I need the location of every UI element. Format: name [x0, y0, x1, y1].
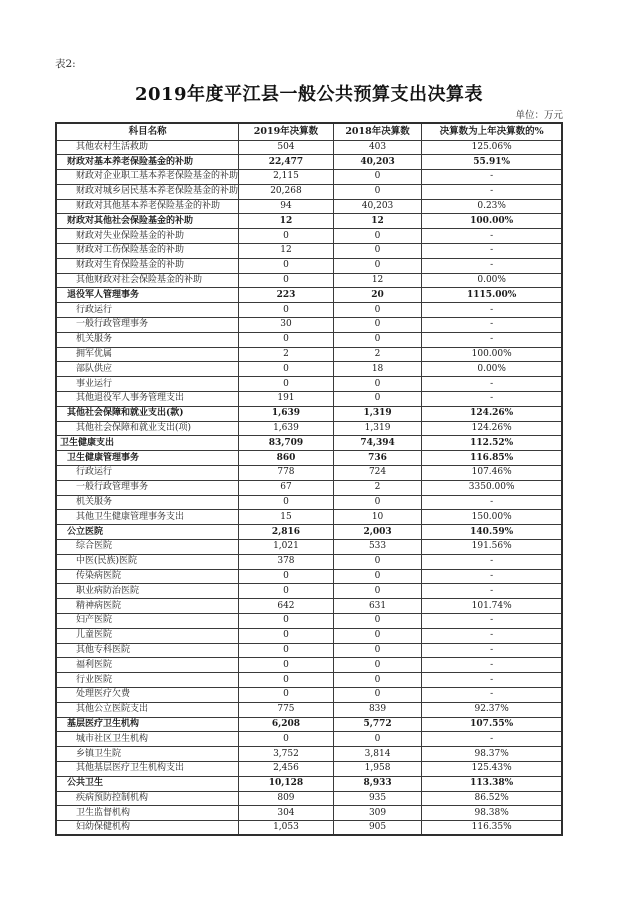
value-2018-cell: 631: [333, 599, 422, 614]
table-row: [56, 569, 562, 584]
value-2019-cell: 2,456: [239, 761, 334, 776]
value-2018-cell: 0: [333, 495, 422, 510]
subject-name-cell: 机关服务: [56, 495, 239, 510]
value-2019-cell: 6,208: [239, 717, 334, 732]
budget-table: [55, 122, 563, 836]
value-2019-cell: 2,816: [239, 525, 334, 540]
value-2019-cell: 809: [239, 791, 334, 806]
value-2019-cell: 0: [239, 628, 334, 643]
pct-of-prior-year-cell: 116.35%: [422, 821, 562, 836]
value-2018-cell: 935: [333, 791, 422, 806]
value-2018-cell: 0: [333, 170, 422, 185]
value-2018-cell: 0: [333, 614, 422, 629]
col-header-subject-name: 科目名称: [56, 123, 239, 140]
pct-of-prior-year-cell: -: [422, 628, 562, 643]
pct-of-prior-year-cell: -: [422, 569, 562, 584]
subject-name-cell: 其他公立医院支出: [56, 702, 239, 717]
pct-of-prior-year-cell: 125.43%: [422, 761, 562, 776]
value-2018-cell: 0: [333, 229, 422, 244]
value-2018-cell: 0: [333, 628, 422, 643]
subject-name-cell: 公共卫生: [56, 776, 239, 791]
value-2019-cell: 0: [239, 273, 334, 288]
value-2019-cell: 0: [239, 377, 334, 392]
value-2019-cell: 1,021: [239, 540, 334, 555]
table-row: [56, 806, 562, 821]
subject-name-cell: 中医(民族)医院: [56, 554, 239, 569]
value-2019-cell: 0: [239, 687, 334, 702]
pct-of-prior-year-cell: 124.26%: [422, 421, 562, 436]
subject-name-cell: 财政对基本养老保险基金的补助: [56, 155, 239, 170]
subject-name-cell: 财政对工伤保险基金的补助: [56, 244, 239, 259]
table-body: [56, 140, 562, 835]
value-2018-cell: 0: [333, 303, 422, 318]
pct-of-prior-year-cell: -: [422, 258, 562, 273]
value-2019-cell: 3,752: [239, 747, 334, 762]
value-2018-cell: 0: [333, 569, 422, 584]
subject-name-cell: 退役军人管理事务: [56, 288, 239, 303]
value-2019-cell: 304: [239, 806, 334, 821]
subject-name-cell: 财政对城乡居民基本养老保险基金的补助: [56, 184, 239, 199]
value-2019-cell: 0: [239, 495, 334, 510]
value-2018-cell: 905: [333, 821, 422, 836]
subject-name-cell: 财政对其他基本养老保险基金的补助: [56, 199, 239, 214]
value-2019-cell: 0: [239, 229, 334, 244]
col-header-2018-final: 2018年决算数: [333, 123, 422, 140]
col-header-pct-of-prior-year: 决算数为上年决算数的%: [422, 123, 562, 140]
pct-of-prior-year-cell: 116.85%: [422, 451, 562, 466]
subject-name-cell: 公立医院: [56, 525, 239, 540]
value-2019-cell: 12: [239, 214, 334, 229]
value-2018-cell: 0: [333, 643, 422, 658]
pct-of-prior-year-cell: -: [422, 643, 562, 658]
table-row: [56, 288, 562, 303]
pct-of-prior-year-cell: -: [422, 318, 562, 333]
table-row: [56, 614, 562, 629]
value-2018-cell: 0: [333, 732, 422, 747]
pct-of-prior-year-cell: -: [422, 170, 562, 185]
value-2019-cell: 20,268: [239, 184, 334, 199]
table-row: [56, 525, 562, 540]
value-2018-cell: 2,003: [333, 525, 422, 540]
value-2019-cell: 0: [239, 658, 334, 673]
table-row: [56, 495, 562, 510]
table-row: [56, 466, 562, 481]
subject-name-cell: 其他卫生健康管理事务支出: [56, 510, 239, 525]
subject-name-cell: 行政运行: [56, 303, 239, 318]
pct-of-prior-year-cell: 0.00%: [422, 362, 562, 377]
value-2019-cell: 378: [239, 554, 334, 569]
table-row: [56, 199, 562, 214]
value-2018-cell: 3,814: [333, 747, 422, 762]
value-2018-cell: 0: [333, 687, 422, 702]
table-row: [56, 421, 562, 436]
pct-of-prior-year-cell: 92.37%: [422, 702, 562, 717]
pct-of-prior-year-cell: 101.74%: [422, 599, 562, 614]
subject-name-cell: 其他农村生活救助: [56, 140, 239, 155]
pct-of-prior-year-cell: 124.26%: [422, 406, 562, 421]
value-2018-cell: 0: [333, 332, 422, 347]
value-2018-cell: 18: [333, 362, 422, 377]
value-2018-cell: 533: [333, 540, 422, 555]
table-row: [56, 170, 562, 185]
value-2019-cell: 504: [239, 140, 334, 155]
subject-name-cell: 机关服务: [56, 332, 239, 347]
value-2018-cell: 0: [333, 392, 422, 407]
subject-name-cell: 乡镇卫生院: [56, 747, 239, 762]
table-row: [56, 761, 562, 776]
table-row: [56, 673, 562, 688]
table-row: [56, 244, 562, 259]
table-row: [56, 184, 562, 199]
subject-name-cell: 精神病医院: [56, 599, 239, 614]
subject-name-cell: 儿童医院: [56, 628, 239, 643]
unit-note: 单位：万元: [515, 110, 563, 121]
subject-name-cell: 财政对企业职工基本养老保险基金的补助: [56, 170, 239, 185]
value-2019-cell: 15: [239, 510, 334, 525]
value-2019-cell: 778: [239, 466, 334, 481]
subject-name-cell: 妇产医院: [56, 614, 239, 629]
pct-of-prior-year-cell: -: [422, 554, 562, 569]
value-2019-cell: 22,477: [239, 155, 334, 170]
table-row: [56, 258, 562, 273]
table-row: [56, 658, 562, 673]
pct-of-prior-year-cell: -: [422, 732, 562, 747]
pct-of-prior-year-cell: 0.23%: [422, 199, 562, 214]
pct-of-prior-year-cell: -: [422, 392, 562, 407]
pct-of-prior-year-cell: 107.55%: [422, 717, 562, 732]
table-row: [56, 702, 562, 717]
value-2018-cell: 736: [333, 451, 422, 466]
value-2018-cell: 309: [333, 806, 422, 821]
table-row: [56, 332, 562, 347]
pct-of-prior-year-cell: -: [422, 495, 562, 510]
table-row: [56, 732, 562, 747]
value-2019-cell: 0: [239, 732, 334, 747]
value-2018-cell: 8,933: [333, 776, 422, 791]
table-row: [56, 540, 562, 555]
value-2018-cell: 74,394: [333, 436, 422, 451]
pct-of-prior-year-cell: 191.56%: [422, 540, 562, 555]
value-2019-cell: 83,709: [239, 436, 334, 451]
value-2018-cell: 724: [333, 466, 422, 481]
value-2018-cell: 40,203: [333, 155, 422, 170]
pct-of-prior-year-cell: -: [422, 332, 562, 347]
value-2019-cell: 0: [239, 643, 334, 658]
subject-name-cell: 拥军优属: [56, 347, 239, 362]
subject-name-cell: 其他财政对社会保险基金的补助: [56, 273, 239, 288]
value-2018-cell: 0: [333, 184, 422, 199]
subject-name-cell: 其他社会保障和就业支出(款): [56, 406, 239, 421]
subject-name-cell: 财政对失业保险基金的补助: [56, 229, 239, 244]
table-row: [56, 436, 562, 451]
pct-of-prior-year-cell: -: [422, 244, 562, 259]
table-row: [56, 480, 562, 495]
subject-name-cell: 事业运行: [56, 377, 239, 392]
subject-name-cell: 综合医院: [56, 540, 239, 555]
table-row: [56, 347, 562, 362]
table-row: [56, 791, 562, 806]
value-2018-cell: 12: [333, 273, 422, 288]
value-2018-cell: 2: [333, 480, 422, 495]
value-2018-cell: 0: [333, 658, 422, 673]
value-2019-cell: 0: [239, 303, 334, 318]
value-2019-cell: 2,115: [239, 170, 334, 185]
value-2018-cell: 1,958: [333, 761, 422, 776]
value-2018-cell: 10: [333, 510, 422, 525]
pct-of-prior-year-cell: 107.46%: [422, 466, 562, 481]
pct-of-prior-year-cell: -: [422, 229, 562, 244]
pct-of-prior-year-cell: 98.38%: [422, 806, 562, 821]
value-2019-cell: 775: [239, 702, 334, 717]
value-2019-cell: 860: [239, 451, 334, 466]
pct-of-prior-year-cell: -: [422, 687, 562, 702]
value-2018-cell: 0: [333, 377, 422, 392]
subject-name-cell: 卫生监督机构: [56, 806, 239, 821]
pct-of-prior-year-cell: 86.52%: [422, 791, 562, 806]
value-2019-cell: 12: [239, 244, 334, 259]
subject-name-cell: 妇幼保健机构: [56, 821, 239, 836]
table-row: [56, 229, 562, 244]
value-2018-cell: 2: [333, 347, 422, 362]
col-header-2019-final: 2019年决算数: [239, 123, 334, 140]
subject-name-cell: 财政对生育保险基金的补助: [56, 258, 239, 273]
value-2019-cell: 191: [239, 392, 334, 407]
pct-of-prior-year-cell: 55.91%: [422, 155, 562, 170]
value-2019-cell: 0: [239, 673, 334, 688]
subject-name-cell: 传染病医院: [56, 569, 239, 584]
pct-of-prior-year-cell: -: [422, 658, 562, 673]
value-2019-cell: 94: [239, 199, 334, 214]
pct-of-prior-year-cell: 140.59%: [422, 525, 562, 540]
table-row: [56, 451, 562, 466]
table-row: [56, 687, 562, 702]
pct-of-prior-year-cell: 98.37%: [422, 747, 562, 762]
value-2019-cell: 0: [239, 614, 334, 629]
subject-name-cell: 行政运行: [56, 466, 239, 481]
value-2019-cell: 1,053: [239, 821, 334, 836]
value-2018-cell: 0: [333, 584, 422, 599]
table-row: [56, 362, 562, 377]
pct-of-prior-year-cell: 3350.00%: [422, 480, 562, 495]
subject-name-cell: 职业病防治医院: [56, 584, 239, 599]
value-2018-cell: 0: [333, 318, 422, 333]
value-2018-cell: 1,319: [333, 421, 422, 436]
pct-of-prior-year-cell: -: [422, 614, 562, 629]
table-row: [56, 392, 562, 407]
table-header-row: [56, 123, 562, 140]
pct-of-prior-year-cell: -: [422, 303, 562, 318]
subject-name-cell: 行业医院: [56, 673, 239, 688]
subject-name-cell: 部队供应: [56, 362, 239, 377]
subject-name-cell: 城市社区卫生机构: [56, 732, 239, 747]
table-row: [56, 628, 562, 643]
subject-name-cell: 卫生健康支出: [56, 436, 239, 451]
subject-name-cell: 其他退役军人事务管理支出: [56, 392, 239, 407]
table-row: [56, 599, 562, 614]
value-2018-cell: 12: [333, 214, 422, 229]
subject-name-cell: 其他专科医院: [56, 643, 239, 658]
value-2018-cell: 0: [333, 554, 422, 569]
pct-of-prior-year-cell: -: [422, 184, 562, 199]
value-2019-cell: 0: [239, 258, 334, 273]
subject-name-cell: 基层医疗卫生机构: [56, 717, 239, 732]
value-2019-cell: 1,639: [239, 421, 334, 436]
subject-name-cell: 一般行政管理事务: [56, 480, 239, 495]
value-2018-cell: 403: [333, 140, 422, 155]
pct-of-prior-year-cell: 150.00%: [422, 510, 562, 525]
value-2019-cell: 0: [239, 569, 334, 584]
value-2019-cell: 642: [239, 599, 334, 614]
pct-of-prior-year-cell: 112.52%: [422, 436, 562, 451]
subject-name-cell: 疾病预防控制机构: [56, 791, 239, 806]
pct-of-prior-year-cell: 113.38%: [422, 776, 562, 791]
value-2018-cell: 40,203: [333, 199, 422, 214]
table-row: [56, 155, 562, 170]
value-2018-cell: 0: [333, 673, 422, 688]
value-2019-cell: 0: [239, 584, 334, 599]
value-2018-cell: 5,772: [333, 717, 422, 732]
value-2018-cell: 0: [333, 244, 422, 259]
value-2019-cell: 10,128: [239, 776, 334, 791]
table-row: [56, 140, 562, 155]
table-row: [56, 273, 562, 288]
value-2019-cell: 1,639: [239, 406, 334, 421]
pct-of-prior-year-cell: -: [422, 584, 562, 599]
pct-of-prior-year-cell: -: [422, 377, 562, 392]
table-row: [56, 377, 562, 392]
table-row: [56, 510, 562, 525]
pct-of-prior-year-cell: 100.00%: [422, 347, 562, 362]
table-row: [56, 318, 562, 333]
value-2018-cell: 839: [333, 702, 422, 717]
pct-of-prior-year-cell: 125.06%: [422, 140, 562, 155]
subject-name-cell: 其他社会保障和就业支出(项): [56, 421, 239, 436]
pct-of-prior-year-cell: 1115.00%: [422, 288, 562, 303]
table-row: [56, 214, 562, 229]
table-row: [56, 643, 562, 658]
value-2019-cell: 0: [239, 332, 334, 347]
table-row: [56, 303, 562, 318]
table-row: [56, 584, 562, 599]
table-row: [56, 717, 562, 732]
table-row: [56, 554, 562, 569]
pct-of-prior-year-cell: 100.00%: [422, 214, 562, 229]
value-2019-cell: 2: [239, 347, 334, 362]
subject-name-cell: 一般行政管理事务: [56, 318, 239, 333]
table-row: [56, 776, 562, 791]
value-2019-cell: 30: [239, 318, 334, 333]
pct-of-prior-year-cell: 0.00%: [422, 273, 562, 288]
pct-of-prior-year-cell: -: [422, 673, 562, 688]
table-row: [56, 406, 562, 421]
table-row: [56, 747, 562, 762]
value-2019-cell: 67: [239, 480, 334, 495]
table-number-label: 表2:: [55, 58, 76, 70]
subject-name-cell: 财政对其他社会保险基金的补助: [56, 214, 239, 229]
value-2018-cell: 1,319: [333, 406, 422, 421]
subject-name-cell: 福利医院: [56, 658, 239, 673]
subject-name-cell: 处理医疗欠费: [56, 687, 239, 702]
value-2019-cell: 223: [239, 288, 334, 303]
value-2018-cell: 20: [333, 288, 422, 303]
value-2018-cell: 0: [333, 258, 422, 273]
subject-name-cell: 卫生健康管理事务: [56, 451, 239, 466]
subject-name-cell: 其他基层医疗卫生机构支出: [56, 761, 239, 776]
table-row: [56, 821, 562, 836]
page-title: 2019年度平江县一般公共预算支出决算表: [134, 84, 484, 105]
value-2019-cell: 0: [239, 362, 334, 377]
